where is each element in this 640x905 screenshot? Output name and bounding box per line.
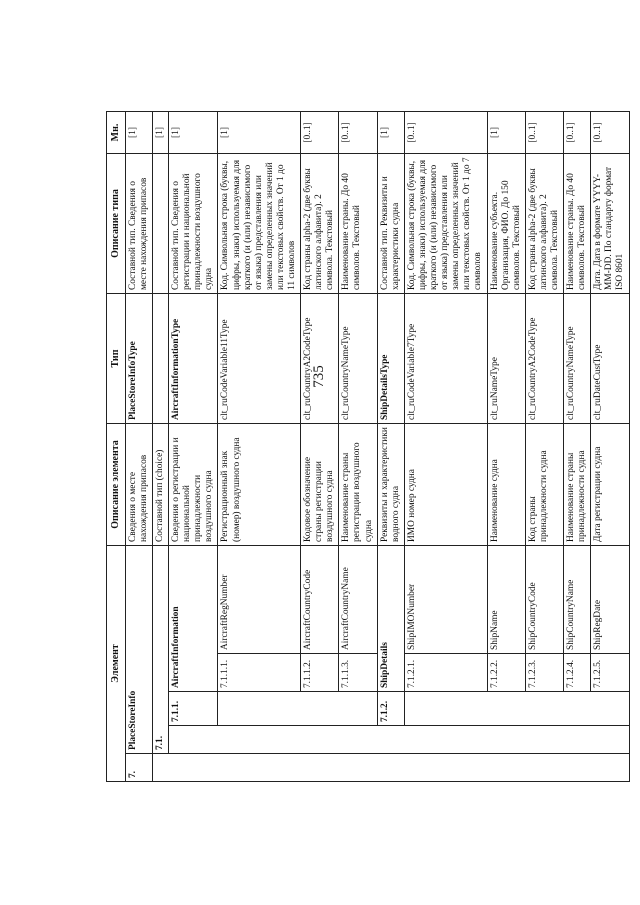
indent-cell (152, 754, 629, 782)
row-element-desc: Сведения о регистрации и национальной принадлежности воздушного судна (169, 424, 218, 546)
row-type: clt_ruCountryNameType (339, 294, 377, 424)
row-element-name: AircraftInformation (169, 546, 218, 692)
row-type-desc: Дата. Дата в формате YYYY-MM-DD. По стандарту формат ISO 8601 (591, 154, 629, 294)
row-mn: [0..1] (404, 112, 487, 154)
row-element-name: ShipName (487, 546, 525, 654)
row-mn: [1] (169, 112, 218, 154)
indent-cell (169, 726, 629, 754)
row-number: 7.1.2.5. (591, 654, 629, 692)
row-type: PlaceStoreInfoType (125, 294, 152, 424)
row-element-desc: Наименование судна (487, 424, 525, 546)
row-number: 7.1.2. (377, 692, 404, 726)
row-element-name: AircraftCountryName (339, 546, 377, 654)
table-row (487, 112, 525, 782)
row-number: 7.1.2.3. (525, 654, 563, 692)
row-mn: [0..1] (564, 112, 591, 154)
table-row (377, 112, 404, 782)
row-type: clt_ruCountryNameType (564, 294, 591, 424)
row-type: clt_ruCountryA2CodeType (525, 294, 563, 424)
row-number: 7.1.1. (169, 692, 218, 726)
row-element-name: ShipRegDate (591, 546, 629, 654)
row-element-name: ShipDetails (377, 546, 404, 692)
table-row (339, 112, 377, 782)
page-number: 735 (310, 365, 327, 388)
row-type: AircraftInformationType (169, 294, 218, 424)
row-type-desc: Код. Символьная строка (буквы, цифры, знаки) используемая для краткого (и (или) независимого от языка) представления или замены определенных значений или текстовых свойств. От 1 до 7 символов (404, 154, 487, 294)
row-number: 7.1.2.4. (564, 654, 591, 692)
row-element-name: ShipIMONumber (404, 546, 487, 654)
row-mn: [1] (218, 112, 301, 154)
row-element-desc: Дата регистрации судна (591, 424, 629, 546)
row-element-desc: Кодовое обозначение страны регистрации воздушного судна (301, 424, 339, 546)
row-element-name: ShipCountryName (564, 546, 591, 654)
row-type-desc (152, 154, 168, 294)
row-number: 7.1.1.1. (218, 654, 301, 692)
row-element-desc: Регистрационный знак (номер) воздушного судна (218, 424, 301, 546)
row-type: clt_ruCodeVariable11Type (218, 294, 301, 424)
row-mn: [0..1] (525, 112, 563, 154)
row-element-desc: Составной тип (choice) (152, 424, 168, 546)
header-element: Элемент (107, 546, 126, 782)
header-row (107, 112, 126, 782)
row-element-desc: Наименование страны принадлежности судна (564, 424, 591, 546)
row-type: clt_ruNameType (487, 294, 525, 424)
table-row (169, 112, 218, 782)
row-type-desc: Составной тип. Реквизиты и характеристики судна (377, 154, 404, 294)
header-type-desc: Описание типа (107, 154, 126, 294)
rotated-table-container (106, 112, 626, 782)
row-element-desc: Реквизиты и характеристики водного судна (377, 424, 404, 546)
row-number: 7.1.2.1. (404, 654, 487, 692)
row-number: 7.1.2.2. (487, 654, 525, 692)
table-row (591, 112, 629, 782)
table-row (564, 112, 591, 782)
row-mn: [0..1] (339, 112, 377, 154)
indent-cell (218, 692, 377, 726)
header-element-desc: Описание элемента (107, 424, 126, 546)
header-type: Тип (107, 294, 126, 424)
row-element-desc: Код страны принадлежности судна (525, 424, 563, 546)
row-element-name: ShipCountryCode (525, 546, 563, 654)
indent-cell (404, 692, 629, 726)
row-type: clt_ruCountryA2CodeType (301, 294, 339, 424)
row-number: 7.1. (152, 546, 168, 754)
table-row (525, 112, 563, 782)
header-mn: Мн. (107, 112, 126, 154)
row-mn: [0..1] (301, 112, 339, 154)
row-type (152, 294, 168, 424)
row-mn: [1] (487, 112, 525, 154)
row-type-desc: Наименование страны. До 40 символов. Текстовый (339, 154, 377, 294)
row-element-name: PlaceStoreInfo (125, 546, 152, 754)
row-mn: [1] (125, 112, 152, 154)
row-element-desc: Сведения о месте нахождения припасов (125, 424, 152, 546)
row-type-desc: Код. Символьная строка (буквы, цифры, знаки) используемая для краткого (и (или) независимого от языка) представления или замены определенных значений или текстовых свойств. От 1 до 11 символов (218, 154, 301, 294)
table-row (152, 112, 168, 782)
row-type-desc: Наименование субъекта. Организация, ФИО. До 150 символов. Текстовый (487, 154, 525, 294)
row-number: 7.1.1.3. (339, 654, 377, 692)
table-row (218, 112, 301, 782)
table-row (404, 112, 487, 782)
row-type-desc: Составной тип. Сведения о месте нахождения припасов (125, 154, 152, 294)
row-type-desc: Наименование страны. До 40 символов. Текстовый (564, 154, 591, 294)
row-element-desc: ИМО номер судна (404, 424, 487, 546)
row-number: 7.1.1.2. (301, 654, 339, 692)
table-row (125, 112, 152, 782)
row-mn: [1] (152, 112, 168, 154)
row-element-desc: Наименование страны регистрации воздушного судна (339, 424, 377, 546)
specification-table (106, 111, 630, 782)
row-type: ShipDetailsType (377, 294, 404, 424)
row-mn: [0..1] (591, 112, 629, 154)
row-type: clt_ruDateCustType (591, 294, 629, 424)
row-number: 7. (125, 754, 152, 782)
table-row (301, 112, 339, 782)
row-element-name: AircraftRegNumber (218, 546, 301, 654)
row-type: clt_ruCodeVariable7Type (404, 294, 487, 424)
row-mn: [1] (377, 112, 404, 154)
row-type-desc: Код страны alpha-2 (две буквы латинского алфавита). 2 символа. Текстовый (301, 154, 339, 294)
row-type-desc: Код страны alpha-2 (две буквы латинского алфавита). 2 символа. Текстовый (525, 154, 563, 294)
row-element-name: AircraftCountryCode (301, 546, 339, 654)
row-type-desc: Составной тип. Сведения о регистрации и национальной принадлежности воздушного судна (169, 154, 218, 294)
